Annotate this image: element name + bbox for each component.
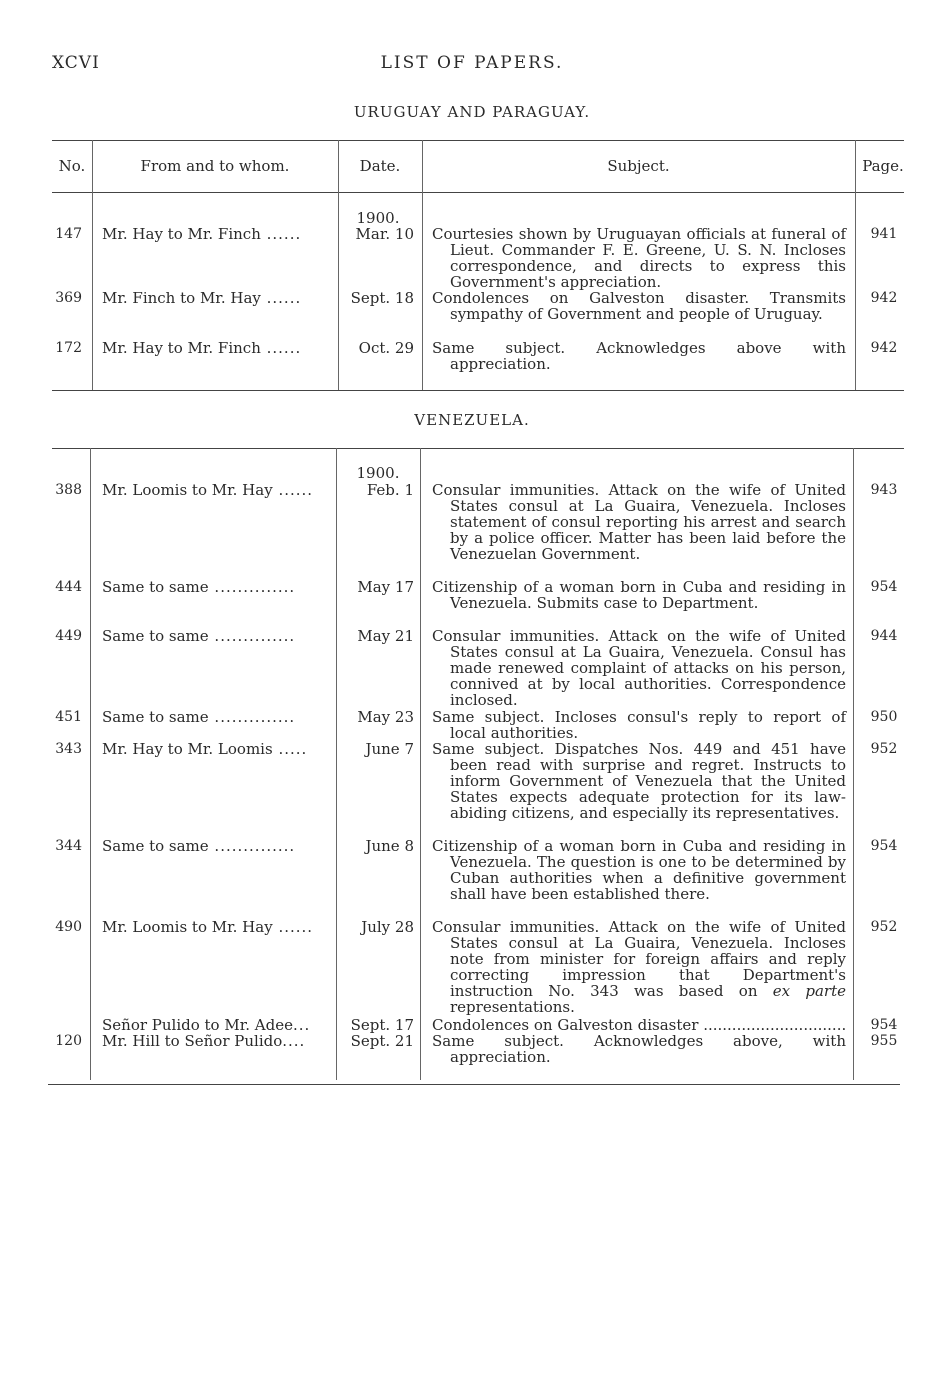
- paper-subject: [432, 226, 846, 290]
- year-label: 1900.: [356, 209, 400, 227]
- page-reference: 954: [870, 579, 898, 595]
- paper-date: June 7: [365, 740, 414, 758]
- paper-number: 343: [55, 741, 82, 757]
- col-head-from: From and to whom.: [140, 157, 290, 175]
- page-number: XCVI: [52, 53, 100, 73]
- paper-date: May 23: [357, 708, 414, 726]
- paper-subject-text: Same subject. Dispatches Nos. 449 and 451 have been read with surprise and regret. Instructs to inform Government of Venezuela that the United States expects adequate protection for its law-abiding citizens, and especially its representatives.: [432, 740, 846, 822]
- page-reference: 942: [870, 290, 898, 306]
- paper-subject-text: Courtesies shown by Uruguayan officials at funeral of Lieut. Commander F. E. Greene, U. S. N. Incloses correspondence, and directs to express this Government's appreciation.: [432, 225, 846, 291]
- correspondents-text: Mr. Hay to Mr. Finch: [102, 340, 261, 356]
- paper-date: May 21: [357, 627, 414, 645]
- section-title-venezuela: VENEZUELA.: [414, 411, 530, 429]
- page-reference: 941: [870, 226, 898, 242]
- correspondents: [102, 1033, 334, 1049]
- paper-date: May 17: [357, 578, 414, 596]
- paper-subject: [432, 482, 846, 562]
- paper-subject: [432, 579, 846, 611]
- page-reference: 950: [870, 709, 898, 725]
- correspondents: [102, 579, 334, 595]
- paper-subject-text: Same subject. Incloses consul's reply to report of local authorities.: [432, 708, 846, 742]
- paper-number: 490: [55, 919, 82, 935]
- subject-italic-phrase: ex parte: [772, 982, 846, 1000]
- year-label: 1900.: [356, 464, 400, 482]
- leader-dots: ....: [282, 1033, 306, 1049]
- paper-date: Sept. 18: [350, 289, 414, 307]
- page-reference: 955: [870, 1033, 898, 1049]
- paper-subject: [432, 1017, 846, 1033]
- paper-subject: [432, 838, 846, 902]
- leader-dots: ......: [260, 226, 302, 242]
- subject-text-part: Consular immunities. Attack on the wife of United States consul at La Guaira, Venezuela. Incloses note from minister for foreign affairs and reply correcting impression that Department's instruction No. 343 was based on: [432, 918, 846, 1000]
- correspondents-text: Mr. Hill to Señor Pulido: [102, 1033, 283, 1049]
- paper-date: Mar. 10: [355, 225, 414, 243]
- correspondents-text: Señor Pulido to Mr. Adee: [102, 1017, 293, 1033]
- correspondents-text: Same to same: [102, 709, 209, 725]
- paper-number: 451: [55, 709, 82, 725]
- correspondents: [102, 290, 334, 306]
- correspondents: [102, 482, 334, 498]
- paper-subject-text: Consular immunities. Attack on the wife of United States consul at La Guaira, Venezuela. Incloses statement of consul reporting his arrest and search by a police officer. Matter has been laid before the Venezuelan Government.: [432, 481, 846, 563]
- correspondents: [102, 1017, 334, 1033]
- page-reference: 952: [870, 741, 898, 757]
- correspondents-text: Mr. Loomis to Mr. Hay: [102, 919, 273, 935]
- column-divider: [338, 140, 339, 390]
- page-reference: 943: [870, 482, 898, 498]
- paper-subject-text: Condolences on Galveston disaster. Transmits sympathy of Government and people of Uruguay.: [432, 289, 846, 323]
- column-divider: [92, 140, 93, 390]
- page-reference: 952: [870, 919, 898, 935]
- col-head-no: No.: [58, 157, 86, 175]
- correspondents: [102, 226, 334, 242]
- paper-date: July 28: [361, 918, 414, 936]
- paper-subject: [432, 340, 846, 372]
- correspondents: [102, 628, 334, 644]
- column-divider: [420, 448, 421, 1080]
- page-title: LIST OF PAPERS.: [380, 53, 564, 73]
- paper-date: June 8: [365, 837, 414, 855]
- leader-dots: ..............: [208, 709, 296, 725]
- column-divider: [336, 448, 337, 1080]
- paper-number: 172: [55, 340, 82, 356]
- page-reference: 944: [870, 628, 898, 644]
- paper-date: Oct. 29: [358, 339, 414, 357]
- paper-subject-text: Citizenship of a woman born in Cuba and residing in Venezuela. Submits case to Department.: [432, 578, 846, 612]
- leader-dots: ...: [292, 1017, 311, 1033]
- paper-date: Sept. 21: [350, 1032, 414, 1050]
- leader-dots: ..............................: [698, 1017, 846, 1033]
- correspondents: [102, 741, 334, 757]
- paper-number: 369: [55, 290, 82, 306]
- paper-subject-text: Same subject. Acknowledges above with appreciation.: [432, 339, 846, 373]
- paper-number: 147: [55, 226, 82, 242]
- paper-subject: [432, 628, 846, 708]
- paper-number: 388: [55, 482, 82, 498]
- paper-subject: [432, 919, 846, 1015]
- section-title-uruguay: URUGUAY AND PARAGUAY.: [353, 103, 591, 121]
- paper-number: 449: [55, 628, 82, 644]
- correspondents: [102, 838, 334, 854]
- paper-subject-text: Consular immunities. Attack on the wife of United States consul at La Guaira, Venezuela. Consul has made renewed complaint of attacks on his person, connived at by local authorities. Correspondence inclosed.: [432, 627, 846, 709]
- table-top-rule: [52, 140, 904, 141]
- table-header-rule: [52, 192, 904, 193]
- paper-subject: [432, 1033, 846, 1065]
- correspondents: [102, 919, 334, 935]
- paper-subject-text: [432, 919, 846, 1015]
- correspondents-text: Same to same: [102, 838, 209, 854]
- correspondents-text: Mr. Hay to Mr. Loomis: [102, 741, 273, 757]
- subject-text-part: representations.: [450, 998, 575, 1016]
- column-divider: [90, 448, 91, 1080]
- leader-dots: ......: [272, 482, 314, 498]
- paper-subject-text: Same subject. Acknowledges above, with appreciation.: [432, 1032, 846, 1066]
- paper-number: 120: [55, 1033, 82, 1049]
- col-head-date: Date.: [359, 157, 401, 175]
- correspondents-text: Mr. Loomis to Mr. Hay: [102, 482, 273, 498]
- col-head-page: Page.: [862, 157, 904, 175]
- correspondents-text: Same to same: [102, 579, 209, 595]
- paper-subject-text: Citizenship of a woman born in Cuba and residing in Venezuela. The question is one to be determined by Cuban authorities when a definitive government shall have been established there.: [432, 837, 846, 903]
- leader-dots: ......: [272, 919, 314, 935]
- column-divider: [422, 140, 423, 390]
- page-reference: 954: [870, 1017, 898, 1033]
- leader-dots: .....: [272, 741, 308, 757]
- paper-subject: [432, 741, 846, 821]
- correspondents: [102, 340, 334, 356]
- paper-number: 444: [55, 579, 82, 595]
- table-bottom-rule: [48, 1084, 900, 1085]
- table-bottom-rule: [52, 390, 904, 391]
- leader-dots: ......: [260, 340, 302, 356]
- page-reference: 942: [870, 340, 898, 356]
- paper-subject-text: Condolences on Galveston disaster: [432, 1017, 699, 1033]
- paper-date: Feb. 1: [366, 481, 414, 499]
- leader-dots: ..............: [208, 838, 296, 854]
- table-top-rule: [52, 448, 904, 449]
- correspondents-text: Same to same: [102, 628, 209, 644]
- correspondents: [102, 709, 334, 725]
- column-divider: [855, 140, 856, 390]
- paper-subject: [432, 709, 846, 741]
- correspondents-text: Mr. Hay to Mr. Finch: [102, 226, 261, 242]
- paper-number: 344: [55, 838, 82, 854]
- leader-dots: ..............: [208, 579, 296, 595]
- correspondents-text: Mr. Finch to Mr. Hay: [102, 290, 261, 306]
- leader-dots: ..............: [208, 628, 296, 644]
- paper-subject: [432, 290, 846, 322]
- leader-dots: ......: [260, 290, 302, 306]
- col-head-subject: Subject.: [607, 157, 670, 175]
- column-divider: [853, 448, 854, 1080]
- page-reference: 954: [870, 838, 898, 854]
- paper-date: Sept. 17: [350, 1016, 414, 1034]
